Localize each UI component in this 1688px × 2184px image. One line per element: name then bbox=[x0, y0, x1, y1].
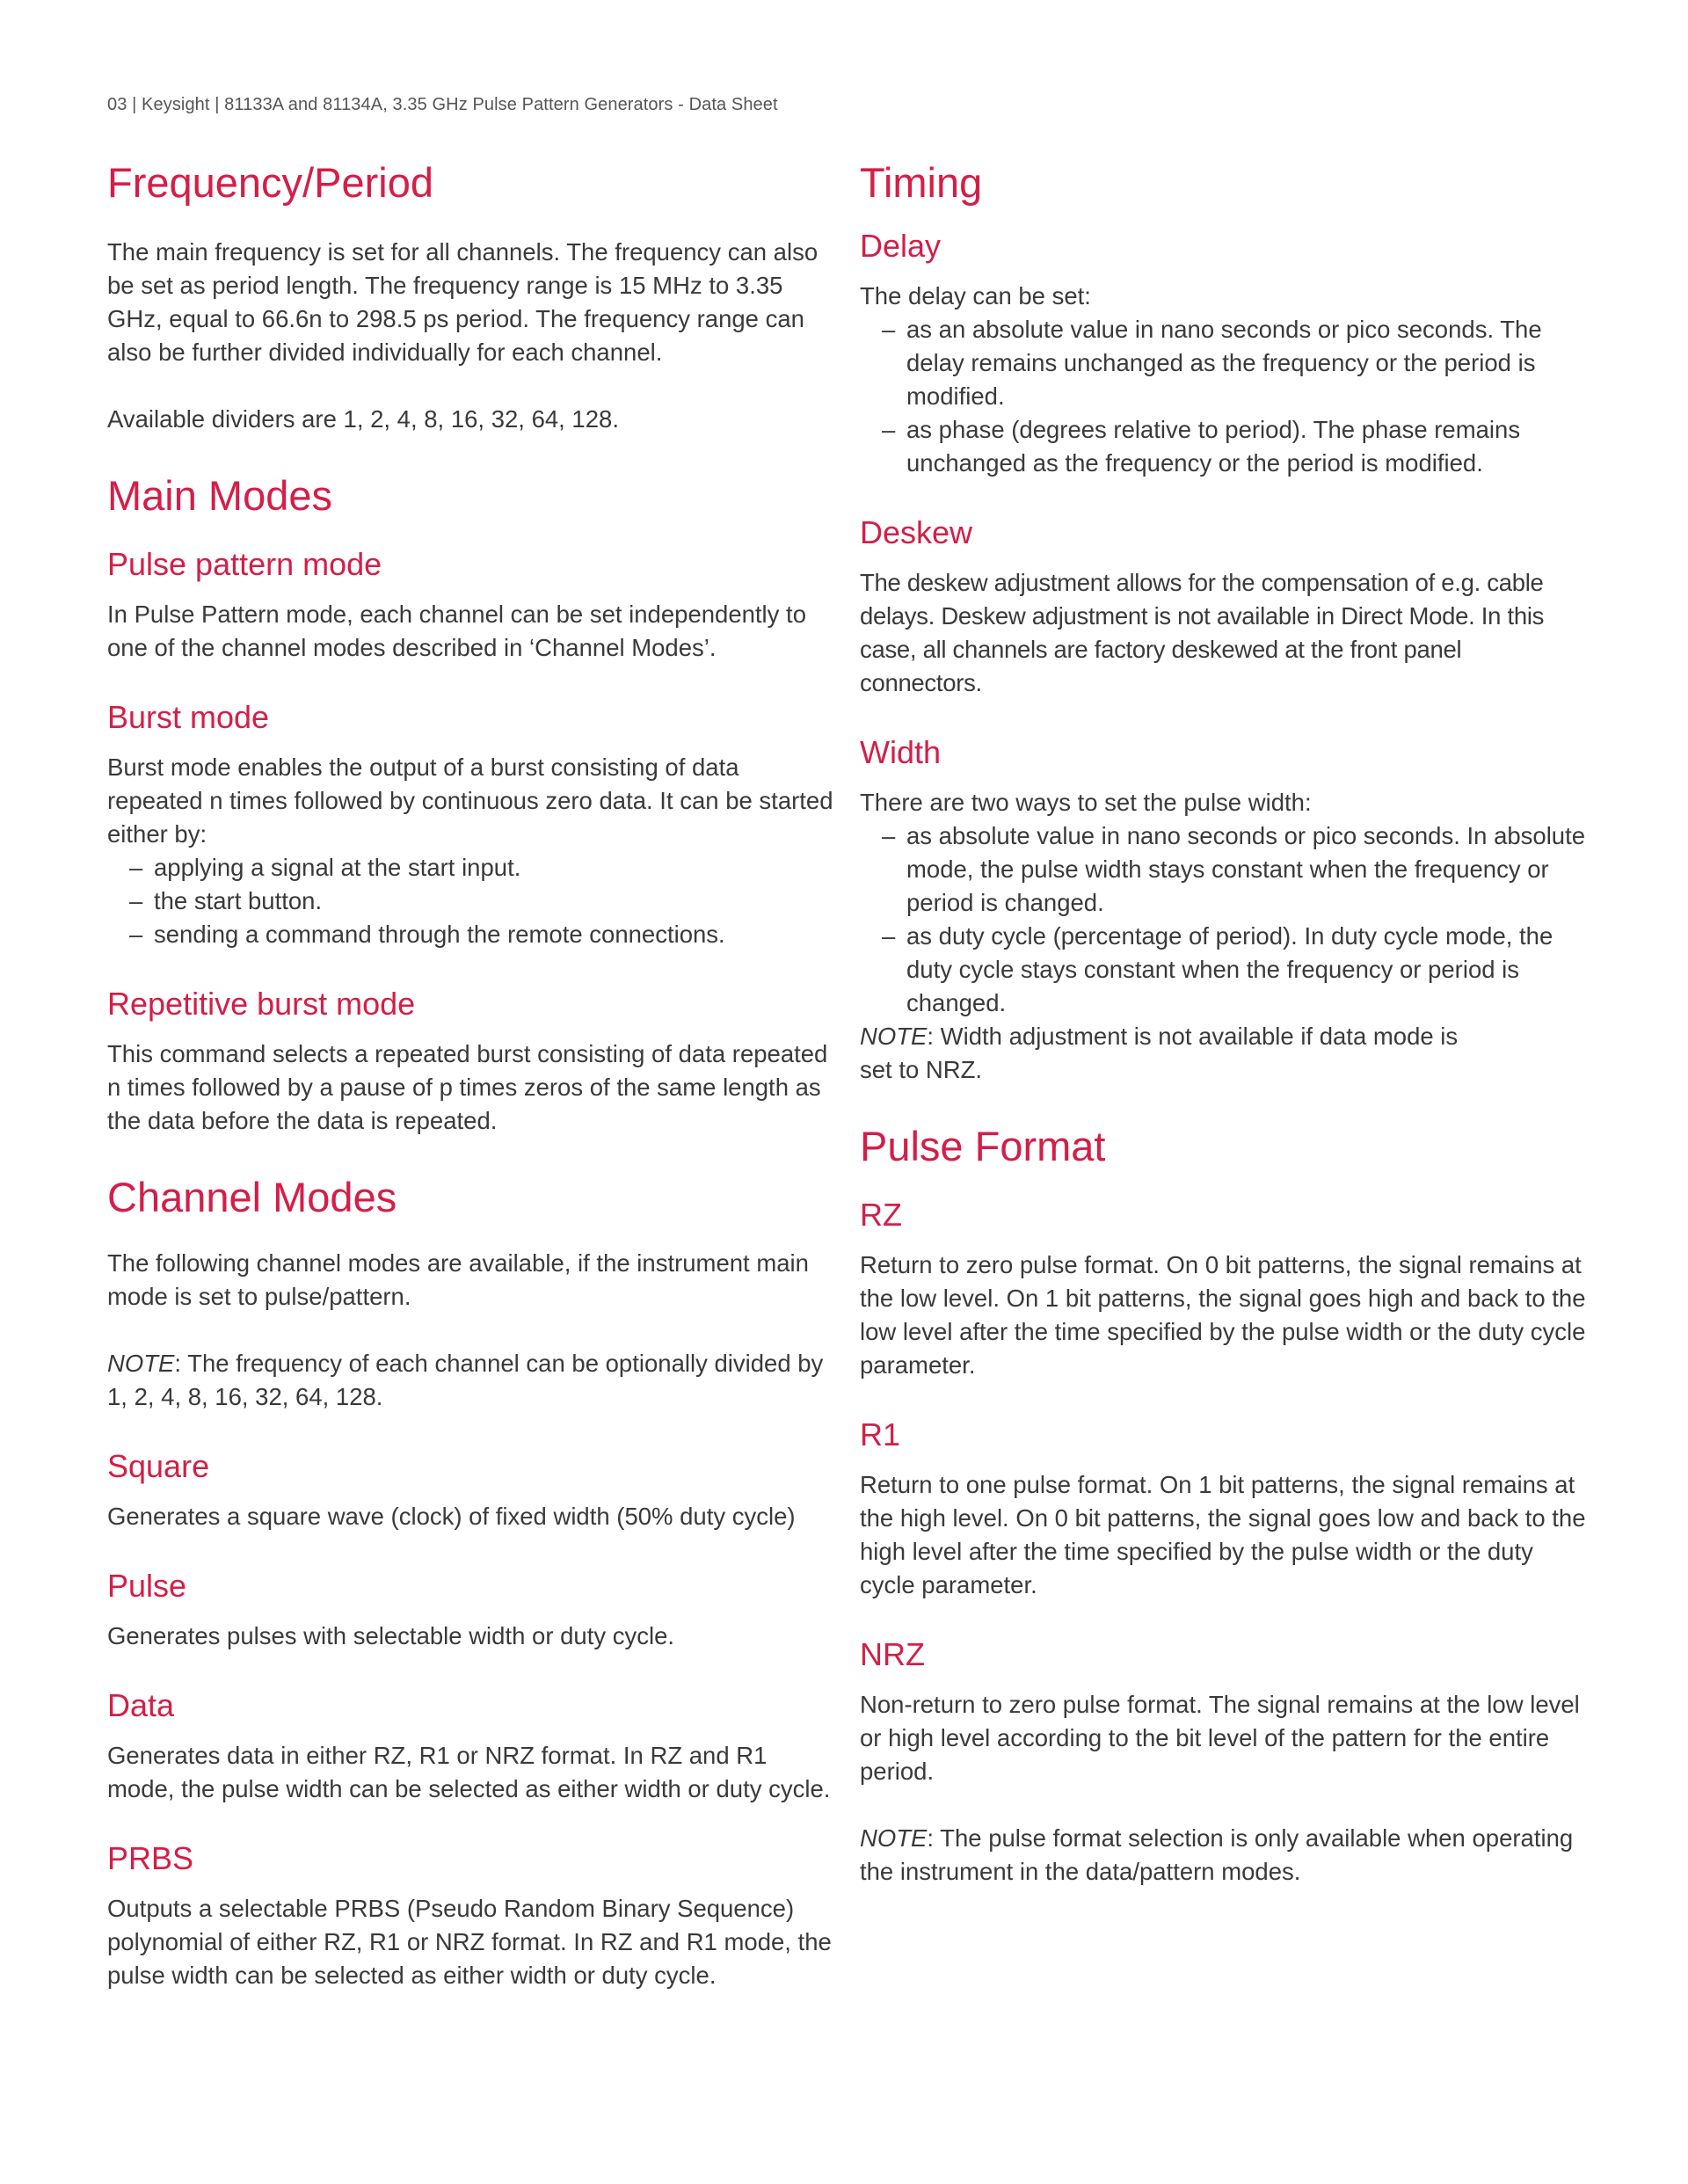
list-item: – applying a signal at the start input. bbox=[107, 851, 837, 885]
frequency-period-heading: Frequency/Period bbox=[107, 159, 433, 206]
dash-bullet: – bbox=[882, 416, 896, 443]
dash-bullet: – bbox=[129, 854, 143, 881]
data-text: Generates data in either RZ, R1 or NRZ format. In RZ and R1 mode, the pulse width can be selected as either width or duty cycle. bbox=[107, 1742, 831, 1802]
note-label: NOTE bbox=[860, 1824, 928, 1852]
rz-heading: RZ bbox=[860, 1197, 902, 1233]
width-intro: There are two ways to set the pulse width: bbox=[860, 789, 1312, 816]
prbs-text: Outputs a selectable PRBS (Pseudo Random Binary Sequence) polynomial of either RZ, R1 or NRZ format. In RZ and R1 mode, the pulse width can be selected as either width or duty cycle. bbox=[107, 1895, 832, 1989]
pulse-pattern-mode-text: In Pulse Pattern mode, each channel can be set independently to one of the channel modes described in ‘Channel Modes’. bbox=[107, 601, 806, 661]
dash-bullet: – bbox=[882, 922, 896, 950]
note-label: NOTE bbox=[107, 1350, 175, 1377]
delay-list bbox=[860, 313, 1590, 480]
list-item: – the start button. bbox=[107, 885, 837, 918]
dash-bullet: – bbox=[129, 921, 143, 948]
left-column bbox=[107, 157, 837, 2026]
right-column bbox=[860, 157, 1590, 1922]
pulse-pattern-mode-heading: Pulse pattern mode bbox=[107, 546, 382, 582]
note-label: NOTE bbox=[860, 1023, 928, 1050]
deskew-text: The deskew adjustment allows for the compensation of e.g. cable delays. Deskew adjustment is not available in Direct Mode. In this case, all channels are factory deskewed at the front panel connectors. bbox=[860, 569, 1545, 696]
prbs-heading: PRBS bbox=[107, 1840, 194, 1876]
burst-mode-heading: Burst mode bbox=[107, 699, 270, 735]
r1-heading: R1 bbox=[860, 1416, 901, 1452]
burst-start-list bbox=[107, 851, 837, 951]
channel-modes-note: NOTE: The frequency of each channel can be optionally divided by 1, 2, 4, 8, 16, 32, 64, 128. bbox=[107, 1350, 824, 1410]
channel-modes-intro: The following channel modes are available, if the instrument main mode is set to pulse/pattern. bbox=[107, 1249, 809, 1310]
delay-intro: The delay can be set: bbox=[860, 282, 1091, 309]
dash-bullet: – bbox=[882, 316, 896, 343]
data-heading: Data bbox=[107, 1687, 175, 1723]
pulse-format-heading: Pulse Format bbox=[860, 1123, 1106, 1169]
channel-modes-heading: Channel Modes bbox=[107, 1174, 397, 1220]
dash-bullet: – bbox=[882, 822, 896, 849]
dividers-paragraph: Available dividers are 1, 2, 4, 8, 16, 32, 64, 128. bbox=[107, 405, 619, 433]
page-header: 03 | Keysight | 81133A and 81134A, 3.35 GHz Pulse Pattern Generators - Data Sheet bbox=[107, 95, 778, 114]
frequency-paragraph: The main frequency is set for all channels. The frequency can also be set as period length. The frequency range is 15 MHz to 3.35 GHz, equal to 66.6n to 298.5 ps period. The frequency range can also be further divided individually for each channel. bbox=[107, 238, 819, 366]
width-note: NOTE: Width adjustment is not available if data mode is set to NRZ. bbox=[860, 1023, 1459, 1083]
width-list bbox=[860, 819, 1590, 1020]
square-heading: Square bbox=[107, 1448, 210, 1484]
deskew-heading: Deskew bbox=[860, 514, 973, 550]
nrz-heading: NRZ bbox=[860, 1636, 925, 1672]
list-item: – as phase (degrees relative to period). The phase remains unchanged as the frequency or the period is modified. bbox=[860, 413, 1590, 480]
list-item: – as an absolute value in nano seconds or pico seconds. The delay remains unchanged as the frequency or the period is modified. bbox=[860, 313, 1590, 413]
square-text: Generates a square wave (clock) of fixed width (50% duty cycle) bbox=[107, 1503, 796, 1530]
nrz-text: Non-return to zero pulse format. The signal remains at the low level or high level according to the bit level of the pattern for the entire period. bbox=[860, 1691, 1580, 1785]
timing-heading: Timing bbox=[860, 159, 983, 206]
list-item: – sending a command through the remote connections. bbox=[107, 918, 837, 951]
pulse-text: Generates pulses with selectable width or duty cycle. bbox=[107, 1622, 675, 1649]
width-heading: Width bbox=[860, 734, 942, 770]
pulse-heading: Pulse bbox=[107, 1568, 187, 1604]
list-item: – as absolute value in nano seconds or pico seconds. In absolute mode, the pulse width stays constant when the frequency or period is changed. bbox=[860, 819, 1590, 920]
list-item: – as duty cycle (percentage of period). In duty cycle mode, the duty cycle stays constant when the frequency or period is changed. bbox=[860, 920, 1590, 1020]
pulse-format-note: NOTE: The pulse format selection is only available when operating the instrument in the data/pattern modes. bbox=[860, 1824, 1574, 1885]
dash-bullet: – bbox=[129, 887, 143, 914]
rz-text: Return to zero pulse format. On 0 bit patterns, the signal remains at the low level. On 1 bit patterns, the signal goes high and back to the low level after the time specified by the pulse width or the duty cycle parameter. bbox=[860, 1251, 1586, 1379]
repetitive-burst-mode-heading: Repetitive burst mode bbox=[107, 986, 416, 1022]
main-modes-heading: Main Modes bbox=[107, 472, 332, 519]
r1-text: Return to one pulse format. On 1 bit patterns, the signal remains at the high level. On 0 bit patterns, the signal goes low and back to the high level after the time specified by the pulse width or the duty cycle parameter. bbox=[860, 1471, 1586, 1598]
delay-heading: Delay bbox=[860, 228, 942, 264]
repetitive-burst-mode-text: This command selects a repeated burst consisting of data repeated n times followed by a pause of p times zeros of the same length as the data before the data is repeated. bbox=[107, 1040, 828, 1134]
burst-mode-text: Burst mode enables the output of a burst consisting of data repeated n times followed by continuous zero data. It can be started either by: bbox=[107, 753, 833, 848]
